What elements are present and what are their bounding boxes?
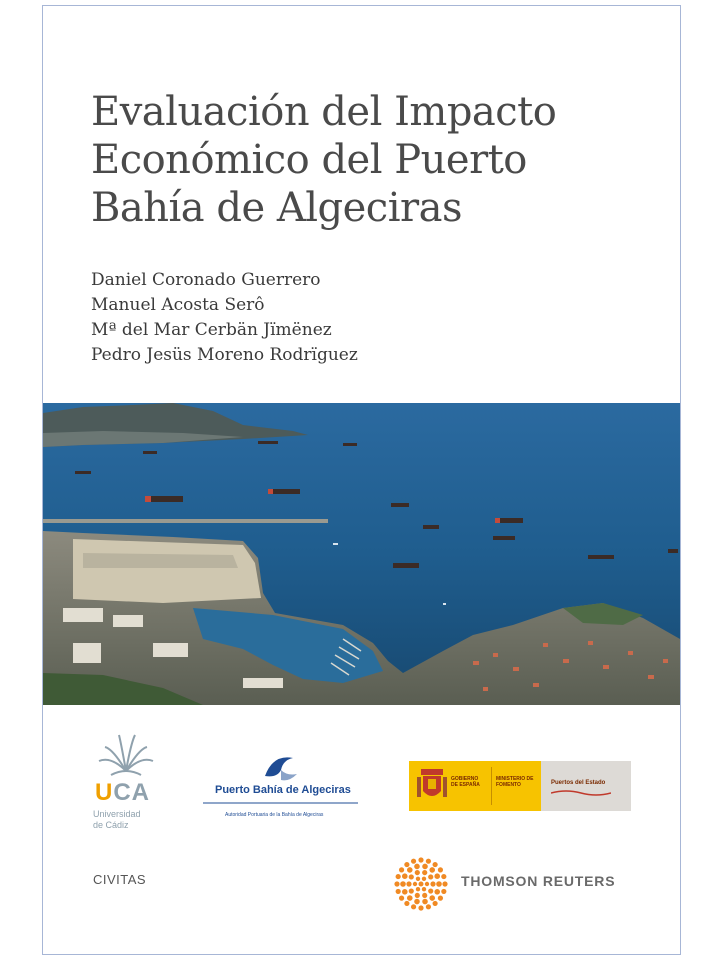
book-cover bbox=[42, 5, 681, 955]
puertos-estado-panel bbox=[541, 761, 631, 811]
thomson-reuters-dots-icon bbox=[393, 856, 449, 912]
gobierno-logo-yellow bbox=[409, 761, 541, 811]
ministerio-text: MINISTERIO DE FOMENTO bbox=[496, 776, 534, 788]
title-line-2: Económico del Puerto bbox=[91, 137, 527, 183]
cover-photo bbox=[43, 403, 680, 705]
puertos-estado-text: Puertos del Estado bbox=[551, 780, 606, 786]
title-line-1: Evaluación del Impacto bbox=[91, 89, 557, 135]
author-1: Daniel Coronado Guerrero bbox=[91, 270, 321, 290]
gobierno-logo bbox=[409, 761, 631, 811]
book-title bbox=[91, 88, 556, 232]
wave-arrow-icon bbox=[551, 789, 611, 797]
breakwater bbox=[43, 519, 328, 523]
uca-sub-line-2: de Cádiz bbox=[93, 820, 129, 830]
publisher-civitas: CIVITAS bbox=[93, 872, 147, 887]
thomson-reuters-name: THOMSON REUTERS bbox=[461, 873, 616, 889]
author-3: Mª del Mar Cerbän Jïmënez bbox=[91, 320, 332, 340]
author-4: Pedro Jesüs Moreno Rodrïguez bbox=[91, 345, 358, 365]
gobierno-divider bbox=[491, 767, 492, 805]
uca-letter-u: U bbox=[95, 779, 114, 806]
puerto-logo-tagline: Autoridad Portuaria de la Bahía de Algeciras bbox=[225, 812, 324, 818]
gobierno-text: GOBIERNO DE ESPAÑA bbox=[451, 776, 480, 788]
coat-of-arms-icon bbox=[417, 769, 447, 803]
puerto-logo-name: Puerto Bahía de Algeciras bbox=[215, 784, 351, 796]
uca-logo-text bbox=[95, 779, 150, 807]
title-line-3: Bahía de Algeciras bbox=[91, 185, 462, 231]
author-2: Manuel Acosta Serô bbox=[91, 295, 265, 315]
uca-sub-line-1: Universidad bbox=[93, 809, 141, 819]
author-list bbox=[91, 268, 358, 368]
uca-letters-ca: CA bbox=[113, 779, 151, 806]
uca-subtitle bbox=[93, 809, 141, 831]
